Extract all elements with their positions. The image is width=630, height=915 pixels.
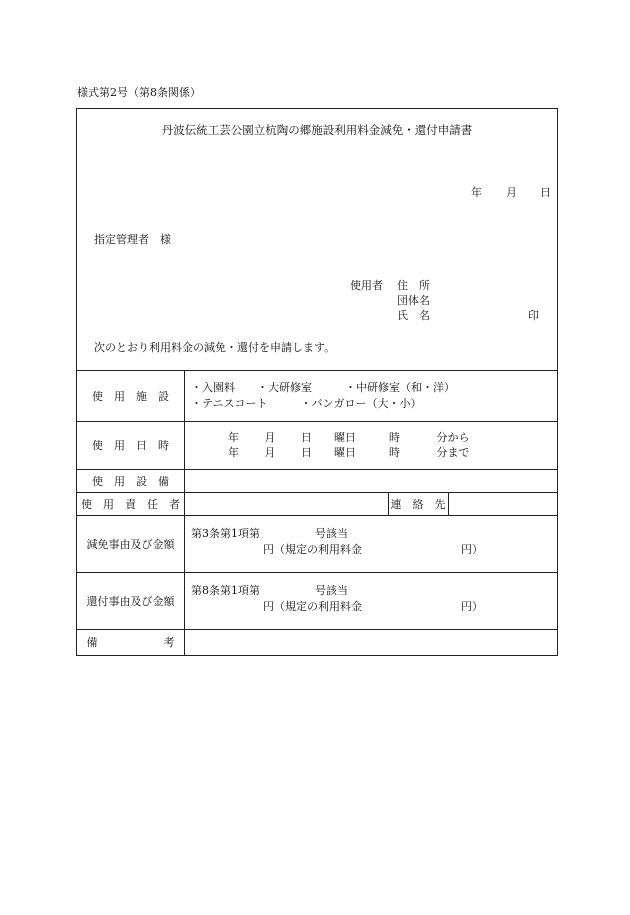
contact-label: 連 絡 先 (390, 497, 446, 511)
reduction-article: 第3条第1項第 号該当 (191, 527, 348, 540)
equipment-label: 使 用 設 備 (92, 474, 169, 488)
refund-label: 還付事由及び金額 (86, 594, 175, 608)
form-number-label: 様式第2号（第8条関係） (77, 86, 201, 99)
refund-article: 第8条第1項第 号該当 (191, 584, 348, 597)
date-year-label: 年 (471, 186, 482, 199)
date-month-label: 月 (506, 186, 517, 199)
datetime-to: 年 月 日 曜日 時 分まで (228, 446, 470, 459)
responsible-person-label: 使 用 責 任 者 (81, 497, 180, 511)
refund-amount: 円（規定の利用料金 円） (263, 600, 483, 613)
date-day-label: 日 (540, 186, 551, 199)
label-column-divider (184, 370, 185, 655)
datetime-from: 年 月 日 曜日 時 分から (228, 431, 470, 444)
facility-label: 使 用 施 設 (92, 389, 169, 403)
organization-label: 団体名 (397, 294, 430, 307)
application-statement: 次のとおり利用料金の減免・還付を申請します。 (94, 341, 336, 354)
application-form-table (76, 108, 558, 656)
remarks-label: 備 考 (86, 636, 175, 649)
reduction-label: 減免事由及び金額 (86, 537, 175, 551)
addressee-text: 指定管理者 様 (94, 233, 171, 246)
name-label: 氏 名 (397, 309, 430, 322)
applicant-label: 使用者 (350, 279, 383, 292)
reduction-amount: 円（規定の利用料金 円） (263, 543, 483, 556)
form-title: 丹波伝統工芸公園立杭陶の郷施設利用料金減免・還付申請書 (161, 123, 473, 137)
facility-options-line2: ・テニスコート ・バンガロー（大・小） (191, 397, 422, 410)
facility-options-line1: ・入園料 ・大研修室 ・中研修室（和・洋） (191, 381, 455, 394)
seal-mark: 印 (528, 309, 539, 322)
contact-divider-right (448, 492, 449, 515)
datetime-label: 使 用 日 時 (92, 439, 169, 452)
address-label: 住 所 (397, 279, 430, 292)
